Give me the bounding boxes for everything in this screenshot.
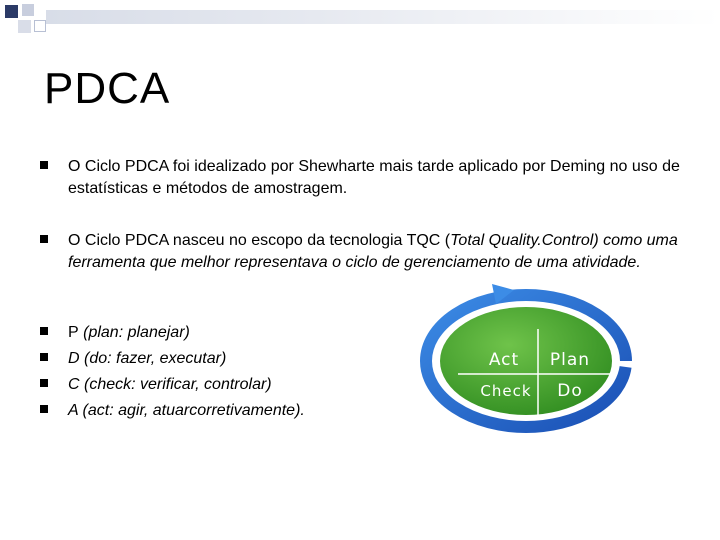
cell-do: Do <box>557 381 583 401</box>
paragraph-prefix: O Ciclo PDCA nasceu no escopo da tecnologia TQC ( <box>68 232 451 249</box>
deco-square-dark <box>5 5 18 18</box>
paragraph-text <box>68 230 688 274</box>
square-bullet-icon <box>40 353 48 361</box>
cell-check: Check <box>480 382 532 400</box>
square-bullet-icon <box>40 379 48 387</box>
phase-desc: (plan: planejar) <box>78 324 190 341</box>
square-bullet-icon <box>40 161 48 169</box>
phase-letter: C <box>68 376 80 393</box>
header-bar <box>46 10 720 24</box>
phase-letter: P <box>68 324 79 341</box>
deco-square-outline <box>34 20 46 32</box>
phase-desc: (do: fazer, executar) <box>79 350 227 367</box>
cell-act: Act <box>488 350 520 370</box>
square-bullet-icon <box>40 327 48 335</box>
phase-desc: (check: verificar, controlar) <box>79 376 272 393</box>
header-decoration <box>0 0 720 50</box>
deco-square-small <box>18 20 31 33</box>
paragraph-text: O Ciclo PDCA foi idealizado por Shewharte mais tarde aplicado por Deming no uso de estatísticas e métodos de amostragem. <box>68 158 680 197</box>
deco-square-light <box>22 4 34 16</box>
phase-letter: A <box>68 402 79 419</box>
pdca-cycle-diagram <box>418 284 634 434</box>
paragraph-italic: Total Quality.Control <box>450 232 594 249</box>
cell-plan: Plan <box>549 350 591 370</box>
paragraph-suffix: ) como uma ferramenta que melhor representava o ciclo de gerenciamento de uma atividade. <box>68 232 678 271</box>
phase-letter: D <box>68 350 80 367</box>
square-bullet-icon <box>40 235 48 243</box>
square-bullet-icon <box>40 405 48 413</box>
phase-desc: (act: agir, atuarcorretivamente). <box>78 402 305 419</box>
slide-title: PDCA <box>44 64 171 113</box>
